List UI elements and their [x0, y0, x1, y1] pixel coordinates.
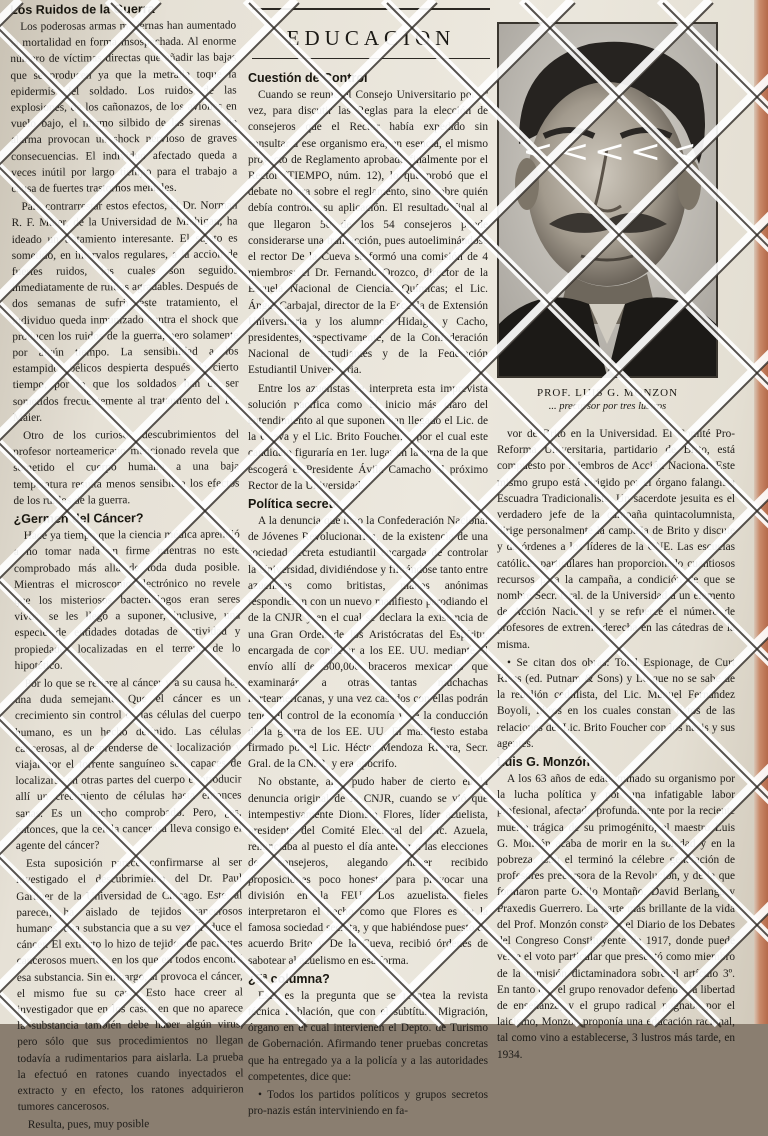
paragraph: Hace ya tiempo que la ciencia médica aprendió a no tomar nada en firme mientras no esté comprobado más allá de toda duda posible. Mientras el microscopio electrónico no revele que los misteriosos bacteriólogos eran seres vivos, se les llegó a suponer, inclusive, una especie de entidades dotadas de actividad y propiedades localizadas en el terreno de lo hipotético.: [13, 528, 241, 672]
caption-subtitle: ... precursor por tres lustros: [548, 401, 667, 412]
facing-page-edge: [754, 0, 768, 1024]
heading-luis-g-monzon: Luis G. Monzón: [497, 755, 591, 770]
paragraph: Los poderosas armas modernas han aumentado la mortalidad en forma insospechada. Al enorme número de víctimas directas que añadir las bajas que se producen ya que la metralla toque la epidermis del soldado. Los ruidos de las explosiones, de los cañonazos, de los aviones en vuelo bajo, el mismo silbido de las sirenas de alarma provocan un shock nervioso de graves consecuencias. El individuo afectado queda a veces inútil por largo tiempo para el trabajo a causa de fuertes trastornos mentales.: [10, 19, 238, 196]
section-title: EDUCACION: [286, 26, 456, 50]
portrait-photo: [497, 22, 718, 378]
overlay-chevron-marks: <<<<<: [522, 133, 702, 169]
paragraph: A la denuncia que hizo la Confederación Nacional de Jóvenes Revolucionarios, de la existencia de una sociedad secreta estudiantil encargada de controlar la Universidad, dividiéndose y filtrándose tanto entre azuelistas como britistas, manos anónimas respondieron con un nuevo manifiesto parodiando el de la CNJR y en el cual se declara la existencia de una Gran Orden de los Aristócratas del Espíritu, encargada de controlar a los EE. UU. mediante el envío allí de 500,000 braceros mexicanos que examinarán a otras tantas muchachas norteamericanas, y una vez casados con ellas podrán tener el control de la economía y de la conducción de la guerra de los EE. UU. El manifiesto estaba firmado por el Lic. Héctor Mendoza Rivera, Secr. Gral. de la CNJR, y era apócrifo.: [248, 515, 488, 771]
photo-caption: [500, 386, 715, 414]
middle-column: [248, 68, 488, 1121]
header-rule-bottom: [252, 58, 490, 59]
caption-name: PROF. LUIS G. MONZON: [536, 387, 679, 399]
left-column: [10, 0, 244, 1136]
paragraph: • Se citan dos obras: Total Espionage, de Curt Riess (ed. Putnam & Sons) y Lo que no se sabe de la rebelión cedillista, del Lic. Manuel Fernández Boyoli, libros en los cuales constan datos de las relaciones del Lic. Brito Foucher con los nazis y sus agentes.: [497, 656, 735, 750]
heading-cuestion-de-control: Cuestión de Control: [248, 71, 368, 85]
heading-politica-secreta: Política secreta.: [248, 497, 344, 512]
paragraph: Por lo que se refiere al cáncer y a su causa hay una duda semejante. Que el cáncer es un crecimiento sin control de las células del cuerpo humano, es un hecho definido. Las células cancerosas, al desprenderse de su localización y viajar por el torrente sanguíneo son capaces de localizarse en otras partes del cuerpo e introducir allí un crecimiento de células hasta entonces sanas. Es un hecho comprobado. Pero, ¿es, entonces, que la célula cancerosa lleva consigo el agente del cáncer?: [14, 676, 242, 852]
paragraph: Otro de los curiosos descubrimientos del profesor norteamericano mencionado revela que sometido el cuerpo humano a una baja temperatura resulta menos sensible a los efectos de los ruidos de la guerra.: [13, 428, 240, 507]
paragraph: Esta es la pregunta que se plantea la revista técnica Población, que con el subtítulo Migración, órgano en el cual intervienen el Depto. de Turismo de Gobernación. Afirmando tener pruebas concretas que ha entregado ya a la policía y a las autoridades competentes, dice que:: [248, 989, 488, 1083]
heading-quinta-columna: ¿5ª columna?: [248, 971, 330, 986]
paragraph: Entre los azuelistas se interpreta esta imprevista solución pacífica como el inicio más claro del entendimiento al que suponen han llegado el Lic. de la Cueva y el Lic. Brito Foucher, y por el cual este candidato figuraría en 1er. lugar en la terna de la que escogerá el Presidente Ávila Camacho al próximo Rector de la Universidad.: [248, 382, 488, 492]
heading-ruidos-de-la-guerra: Los Ruidos de la Guerra: [10, 1, 155, 17]
paragraph: vor de Brito en la Universidad. El Comité Pro-Reforma Universitaria, partidario de Brito, está compuesto por miembros de Acción Nacional. Este mismo grupo está dirigido por el órgano falangista Escuadra Tradicionalista. Un sacerdote jesuita es el verdadero jefe de la campaña quintacolumnista, dirige personalmente la campaña de Brito y discute y da órdenes a los líderes de la CNE. Las escuelas católicas particulares han proporcionado cuantiosos recursos para la campaña, a condición de que se nombre Secr. Gral. de la Universidad a un elemento de Acción Nacional y se refuerce el número de profesores de extrema derecha en las cátedras de la misma.: [497, 428, 735, 651]
paragraph: Esta suposición parece confirmarse al ser investigado el descubrimiento del Dr. Paul Gardner de la Universidad de Chicago. Este, al parecer, ha aislado de tejidos cancerosos humanos, una substancia que a su vez produce el cáncer. El extracto lo hizo de tejidos de pacientes cancerosos muertos, en los que en todos encontró esa substancia. Sin embargo, si provoca el cáncer, el mismo fue su caso. Esto hace creer al investigador que en los casos en que no aparece la substancia también debe haber algún virus, pero sólo que sus procedimientos no llegan todavía a rudimentarios para aislarla. La prueba la efectuó en ratones cuando inyectados el extracto y en efecto, los ratones adquirieron tumores cancerosos.: [16, 856, 244, 1114]
right-column: [497, 426, 735, 1065]
paragraph: A los 63 años de edad, minado su organismo por la lucha política y por una infatigable labor profesional, afectado profundamente por la reciente muerte trágica de su primogénito, el maestro Luis G. Monzón acaba de morir en la soledad y en la pobreza. Con el terminó la célebre generación de profesores precursora de la Revolución, y de la que formaron parte Otilio Montaño, David Berlanga y Praxedis Guerrero. La parte más brillante de la vida del Prof. Monzón consta en el Diario de los Debates del Congreso Constituyente de 1917, donde puede verse el voto particular que presentó como miembro de la comisión dictaminadora sobre el artículo 3º. En tanto que el grupo renovador defendía la libertad de enseñanza, y el grupo radical pugnaba por el laicismo, Monzón proponía una educación racional, tal como vino a establecerse, 3 lustros más tarde, en 1934.: [497, 773, 735, 1061]
heading-germen-del-cancer: ¿Germen del Cáncer?: [13, 511, 144, 527]
paragraph: Cuando se reunió el Consejo Universitario por 2ª vez, para discutir las Reglas para la elección de consejeros que el Rector había expedido sin consultar a ese organismo era, en esencia, el mismo proyecto de Reglamento aprobado finalmente por el Rector (TIEMPO, núm. 12), lo que probó que el debate no era sobre el reglamento, sino sobre quién debía controlar su aplicación. El resultado final al que llegaron 50 de los 54 consejeros puede considerarse una transacción, pues autoeliminándose el rector De la Cueva se formó una comisión de 4 miembros: el Dr. Fernando Orozco, director de la Escuela Nacional de Ciencias Químicas; el Lic. Ángel Carbajal, director de la Escuela de Extensión Universitaria y los alumnos Hidalgo y Cacho, presidentes, respectivamente, de la Confederación Nacional de Estudiantes y de la Federación Estudiantil Universitaria.: [248, 89, 488, 377]
header-rule-top: [252, 8, 490, 10]
paragraph: Para contrarrestar estos efectos, el Dr. Norman R. F. Maier, de la Universidad de Michigan, ha ideado un tratamiento interesante. El sujeto es sometido, en intervalos regulares, a la acción de fuertes ruidos, los cuales son seguidos inmediatamente de ruidos agradables. Después de dos semanas de sufrir este tratamiento, el individuo queda inmunizado contra el shock que producen los ruidos de la guerra, pero solamente por algún tiempo. La sensibilidad a los estampidos bélicos despierta después de cierto tiempo, por lo que los soldados han de ser sometidos frecuentemente al tratamiento del Dr. Maier.: [11, 199, 239, 424]
paragraph: Resulta, pues, muy posible: [27, 1118, 150, 1132]
paragraph: • Todos los partidos políticos y grupos secretos pro-nazis están interviniendo en fa-: [248, 1088, 488, 1118]
paragraph: No obstante, algo pudo haber de cierto en la denuncia original de la CNJR, cuando se vió que intempestivamente Dionisio Flores, líder azuelista, presidente del Comité Electoral del Lic. Azuela, renunciaba al puesto el día anterior a las elecciones de consejeros, alegando haber recibido proposiciones poco honestas para provocar una división en la FEU. Los azuelistas fieles interpretaron el hecho como que Flores es de la famosa sociedad secreta, y que habiéndose puesto de acuerdo Brito y De la Cueva, recibió órdenes de sabotear al azuelismo en esa forma.: [248, 776, 488, 967]
portrait-image: [499, 24, 716, 376]
